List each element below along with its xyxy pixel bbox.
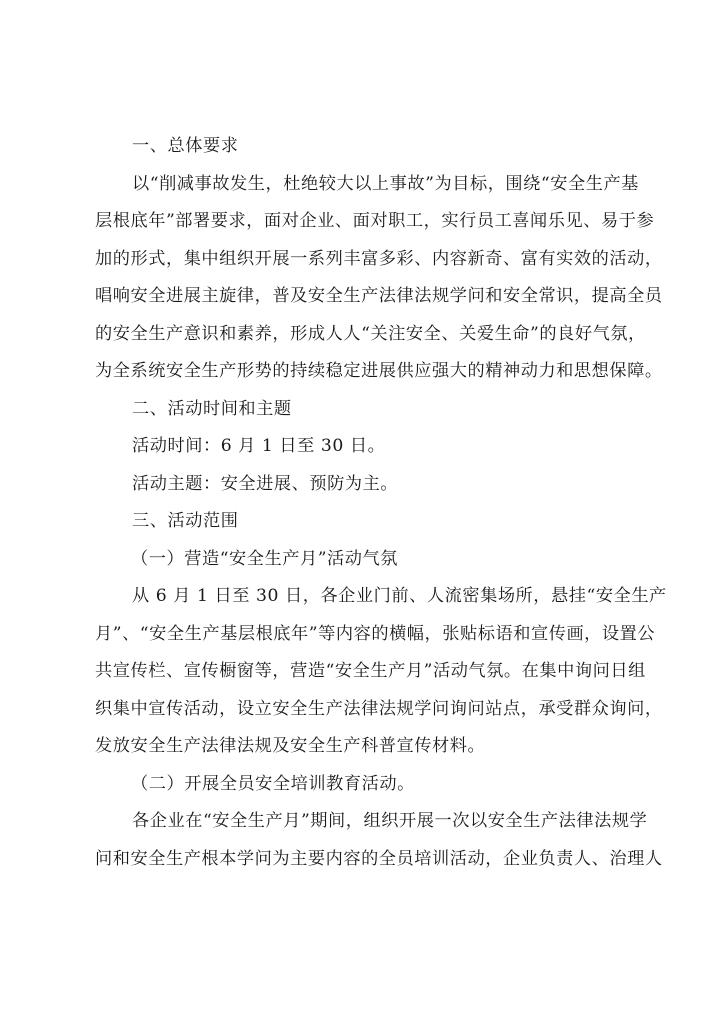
activity-theme-line: 活动主题：安全进展、预防为主。: [132, 473, 399, 494]
paragraph-line: 问和安全生产根本学问为主要内容的全员培训活动，企业负责人、治理人: [95, 848, 663, 869]
paragraph-line: 加的形式，集中组织开展一系列丰富多彩、内容新奇、富有实效的活动，: [95, 248, 663, 269]
paragraph-line: 从 6 月 1 日至 30 日，各企业门前、人流密集场所，悬挂“安全生产: [132, 586, 667, 606]
paragraph-line: 共宣传栏、宣传橱窗等，营造“安全生产月”活动气氛。在集中询问日组: [95, 661, 646, 681]
paragraph-line: 层根底年”部署要求，面对企业、面对职工，实行员工喜闻乐见、易于参: [95, 211, 655, 231]
subsection-heading-atmosphere: （一）营造“安全生产月”活动气氛: [131, 548, 398, 569]
paragraph-line: 月”、“安全生产基层根底年”等内容的横幅，张贴标语和宣传画，设置公: [95, 623, 656, 644]
activity-time-line: 活动时间：6 月 1 日至 30 日。: [132, 436, 386, 456]
paragraph-line: 为全系统安全生产形势的持续稳定进展供应强大的精神动力和思想保障。: [95, 361, 663, 381]
section-heading-general-requirements: 一、总体要求: [132, 136, 239, 156]
document-body: [95, 128, 667, 878]
paragraph-line: 唱响安全进展主旋律，普及安全生产法律法规学问和安全常识，提高全员: [95, 286, 663, 306]
section-heading-time-and-theme: 二、活动时间和主题: [132, 398, 292, 419]
paragraph-line: 各企业在“安全生产月”期间，组织开展一次以安全生产法律法规学: [132, 811, 648, 831]
paragraph-line: 的安全生产意识和素养，形成人人“关注安全、关爱生命”的良好气氛，: [95, 323, 646, 344]
paragraph-line: 发放安全生产法律法规及安全生产科普宣传材料。: [95, 736, 486, 756]
paragraph-line: 织集中宣传活动，设立安全生产法律法规学问询问站点，承受群众询问，: [95, 698, 663, 719]
section-heading-scope: 三、活动范围: [132, 511, 239, 531]
paragraph-line: 以“削减事故发生，杜绝较大以上事故”为目标，围绕“安全生产基: [132, 173, 639, 194]
subsection-heading-training: （二）开展全员安全培训教育活动。: [131, 773, 415, 794]
